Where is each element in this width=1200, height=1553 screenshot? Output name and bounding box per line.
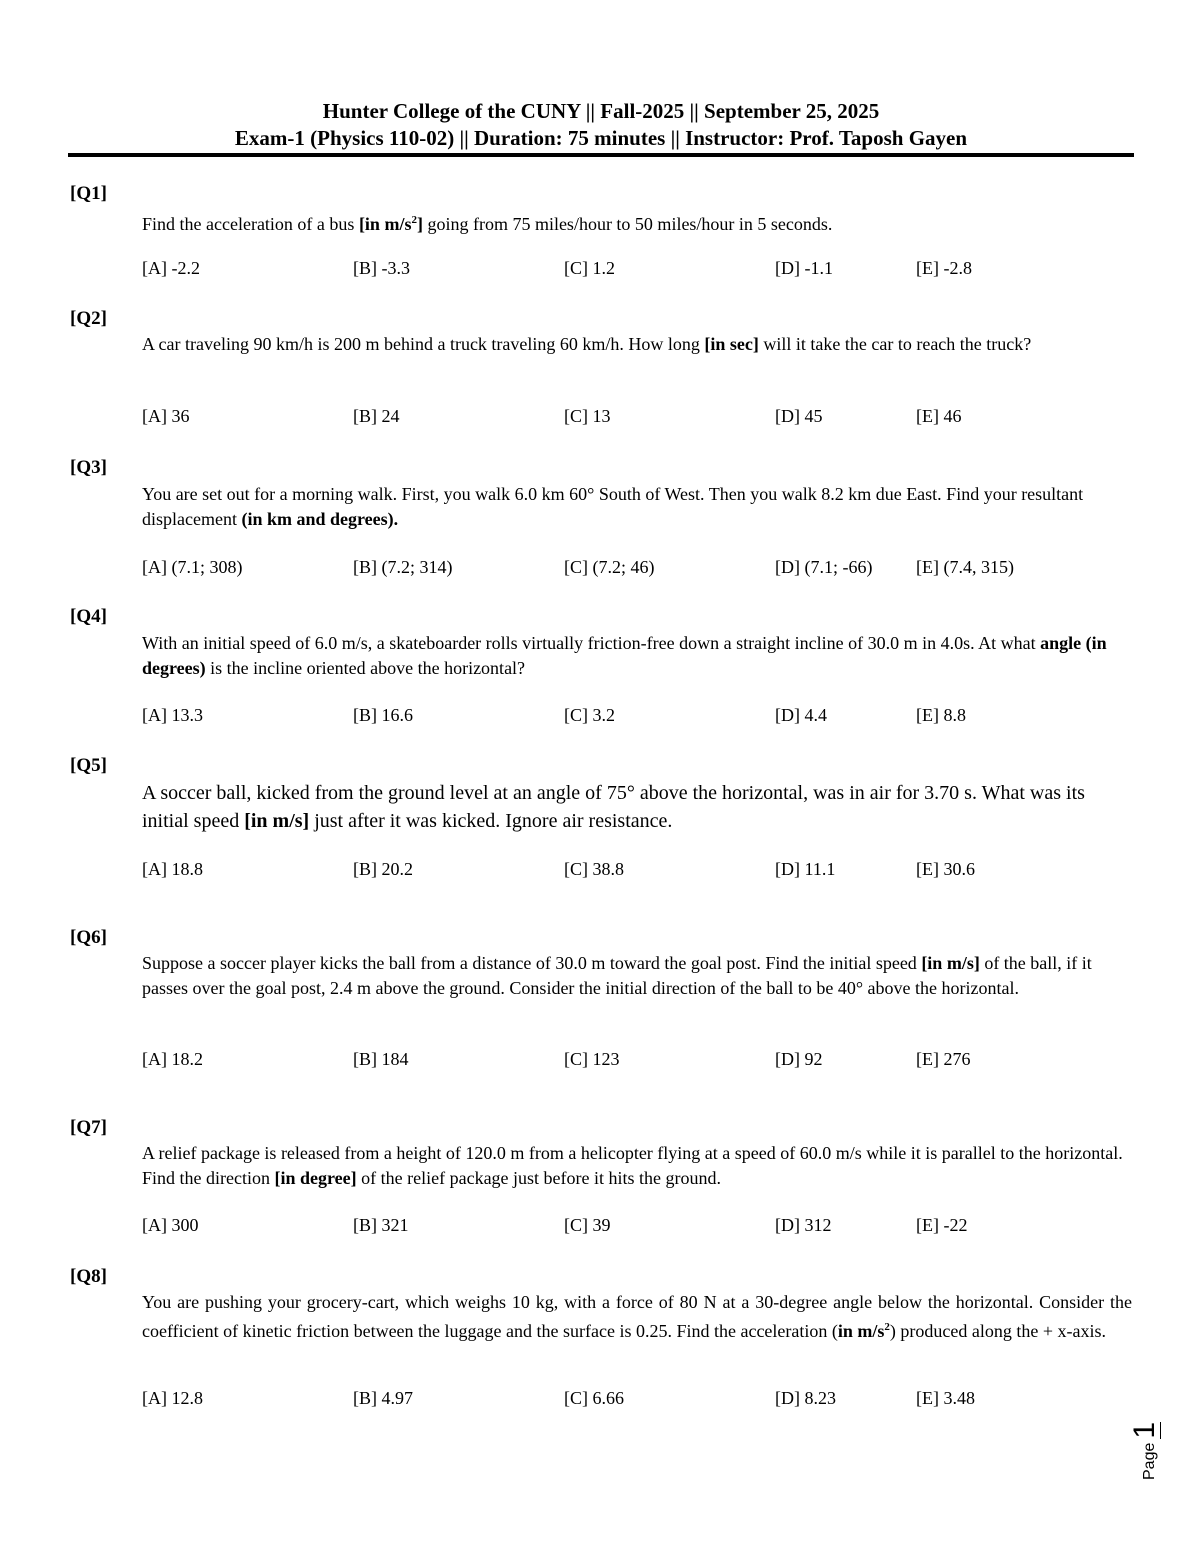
text-part: With an initial speed of 6.0 m/s, a skateboarder rolls virtually friction-free down a straight incline of 30.0 m in 4.0s. At what — [142, 633, 1041, 653]
question-text — [142, 208, 1132, 237]
question-text — [142, 482, 1132, 532]
unit-emphasis: in m/s — [837, 1321, 885, 1341]
option-b: [B] (7.2; 314) — [353, 557, 453, 577]
option-b: [B] 184 — [353, 1049, 409, 1069]
option-e: [E] (7.4, 315) — [916, 557, 1014, 577]
option-a: [A] 36 — [142, 406, 190, 426]
question-label: [Q4] — [70, 606, 107, 627]
option-a: [A] 18.2 — [142, 1049, 203, 1069]
option-e: [E] -22 — [916, 1215, 968, 1235]
option-e: [E] 276 — [916, 1049, 971, 1069]
page-digit: 1 — [1128, 1421, 1161, 1439]
answer-options — [142, 859, 1132, 885]
text-part: will it take the car to reach the truck? — [758, 334, 1032, 354]
question-label: [Q8] — [70, 1266, 107, 1287]
question-text — [142, 631, 1132, 681]
question-label: [Q3] — [70, 457, 107, 478]
header-line-1: Hunter College of the CUNY || Fall-2025 || September 25, 2025 — [322, 99, 880, 123]
question-text — [142, 1290, 1132, 1344]
unit-emphasis: [in degree] — [274, 1168, 357, 1188]
page-number — [1130, 1410, 1200, 1480]
option-a: [A] -2.2 — [142, 258, 200, 278]
option-b: [B] -3.3 — [353, 258, 410, 278]
superscript: 2 — [884, 1321, 890, 1333]
unit-emphasis: [in sec] — [704, 334, 759, 354]
text-part: produced along the + x-axis. — [895, 1321, 1107, 1341]
option-b: [B] 24 — [353, 406, 400, 426]
question-label: [Q5] — [70, 755, 107, 776]
page-label: Page — [1141, 1442, 1158, 1480]
option-b: [B] 4.97 — [353, 1388, 413, 1408]
option-e: [E] -2.8 — [916, 258, 972, 278]
answer-options — [142, 406, 1132, 432]
option-c: [C] (7.2; 46) — [564, 557, 655, 577]
unit-emphasis: angle (in degrees) — [142, 633, 1107, 678]
answer-options — [142, 1215, 1132, 1241]
option-e: [E] 30.6 — [916, 859, 975, 879]
option-c: [C] 39 — [564, 1215, 611, 1235]
superscript: 2 — [411, 214, 417, 226]
question-text — [142, 332, 1132, 357]
text-part: is the incline oriented above the horizontal? — [205, 658, 526, 678]
option-b: [B] 16.6 — [353, 705, 413, 725]
question-text — [142, 951, 1132, 1001]
option-e: [E] 46 — [916, 406, 962, 426]
option-c: [C] 38.8 — [564, 859, 624, 879]
unit-emphasis: [in m/s — [358, 214, 412, 234]
unit-emphasis: [in m/s] — [921, 953, 980, 973]
text-part: of the relief package just before it hits the ground. — [356, 1168, 722, 1188]
option-b: [B] 20.2 — [353, 859, 413, 879]
option-c: [C] 13 — [564, 406, 611, 426]
header-divider — [68, 153, 1134, 157]
question-text — [142, 779, 1132, 835]
answer-options — [142, 1049, 1132, 1075]
option-c: [C] 6.66 — [564, 1388, 624, 1408]
exam-header — [68, 98, 1134, 152]
option-e: [E] 8.8 — [916, 705, 966, 725]
option-d: [D] 4.4 — [775, 705, 827, 725]
question-text — [142, 1141, 1132, 1191]
question-label: [Q6] — [70, 927, 107, 948]
option-a: [A] 13.3 — [142, 705, 203, 725]
option-d: [D] (7.1; -66) — [775, 557, 873, 577]
text-part: A car traveling 90 km/h is 200 m behind a truck traveling 60 km/h. How long — [142, 334, 705, 354]
question-label: [Q7] — [70, 1117, 107, 1138]
text-part: Find the acceleration of a bus — [142, 214, 359, 234]
text-part: A soccer ball, kicked from the ground level at an angle of 75° above the horizontal, was in air for 3.70 s. What was its initial speed — [142, 782, 1085, 832]
unit-emphasis-close: ] — [416, 214, 423, 234]
text-part: going from 75 miles/hour to 50 miles/hour in 5 seconds. — [422, 214, 833, 234]
option-d: [D] 92 — [775, 1049, 823, 1069]
text-part: of the ball, if it passes over the goal post, 2.4 m above the ground. Consider the initial direction of the ball to be 40° above the horizontal. — [142, 953, 1092, 998]
option-a: [A] (7.1; 308) — [142, 557, 243, 577]
text-part: You are pushing your grocery-cart, which weighs 10 kg, with a force of 80 N at a 30-degree angle below the horizontal. Consider the coefficient of kinetic friction between the luggage and the surface is 0.25. Find the acceleration ( — [142, 1292, 1132, 1341]
text-part: ) — [889, 1321, 896, 1341]
header-line-2: Exam-1 (Physics 110-02) || Duration: 75 minutes || Instructor: Prof. Taposh Gayen — [234, 126, 968, 150]
question-label: [Q1] — [70, 183, 107, 204]
option-c: [C] 3.2 — [564, 705, 615, 725]
answer-options — [142, 258, 1132, 284]
option-a: [A] 12.8 — [142, 1388, 203, 1408]
option-c: [C] 123 — [564, 1049, 620, 1069]
option-b: [B] 321 — [353, 1215, 409, 1235]
question-label: [Q2] — [70, 308, 107, 329]
option-e: [E] 3.48 — [916, 1388, 975, 1408]
option-a: [A] 300 — [142, 1215, 199, 1235]
option-d: [D] -1.1 — [775, 258, 833, 278]
option-d: [D] 11.1 — [775, 859, 836, 879]
answer-options — [142, 705, 1132, 731]
answer-options — [142, 1388, 1132, 1414]
text-part: You are set out for a morning walk. First, you walk 6.0 km 60° South of West. Then you walk 8.2 km due East. Find your resultant displacement — [142, 484, 1084, 529]
unit-emphasis: [in m/s] — [244, 810, 310, 832]
unit-emphasis: (in km and degrees). — [241, 509, 399, 529]
option-a: [A] 18.8 — [142, 859, 203, 879]
option-c: [C] 1.2 — [564, 258, 615, 278]
text-part: Suppose a soccer player kicks the ball from a distance of 30.0 m toward the goal post. Find the initial speed — [142, 953, 922, 973]
option-d: [D] 45 — [775, 406, 823, 426]
option-d: [D] 8.23 — [775, 1388, 836, 1408]
text-part: just after it was kicked. Ignore air resistance. — [309, 810, 673, 832]
option-d: [D] 312 — [775, 1215, 832, 1235]
text-part: A relief package is released from a height of 120.0 m from a helicopter flying at a speed of 60.0 m/s while it is parallel to the horizontal. Find the direction — [142, 1143, 1123, 1188]
answer-options — [142, 557, 1132, 583]
